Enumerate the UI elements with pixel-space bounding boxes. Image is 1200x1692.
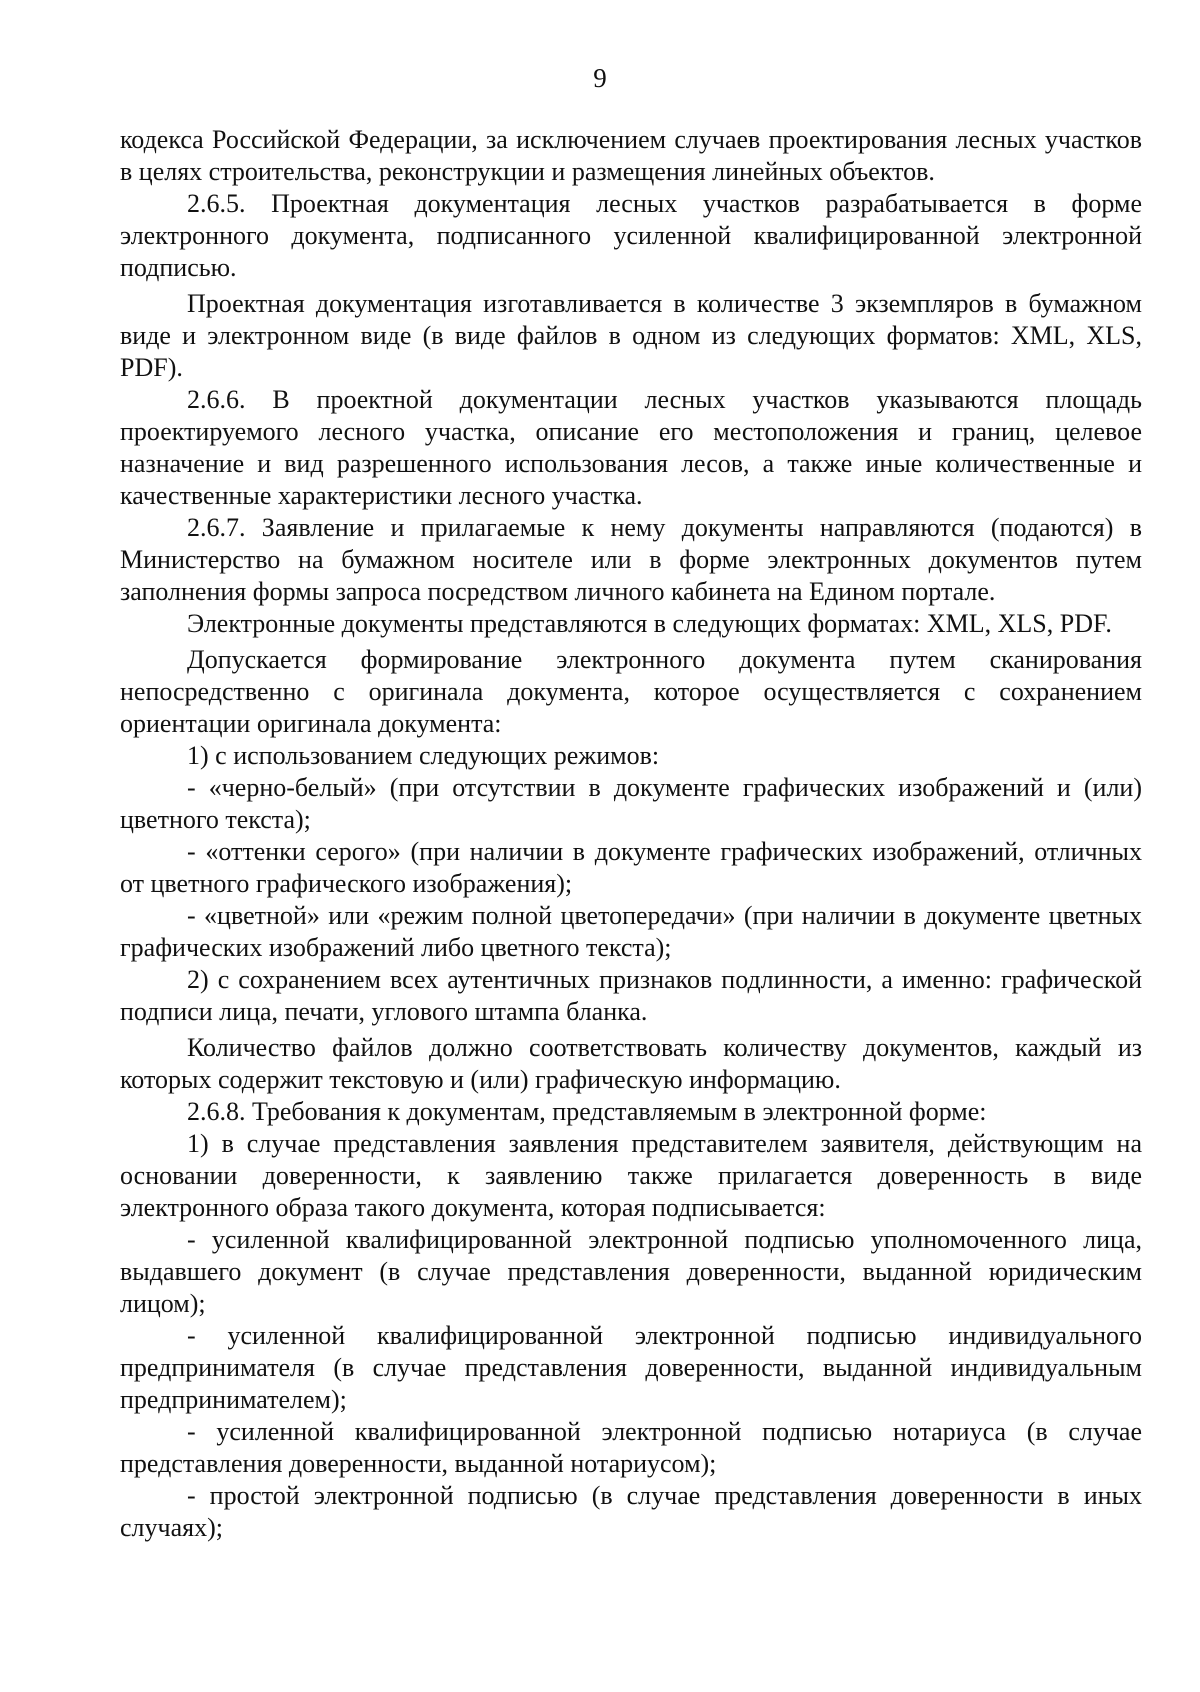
document-body <box>120 124 1142 1544</box>
page-number: 9 <box>593 63 607 93</box>
paragraph: 2.6.7. Заявление и прилагаемые к нему документы направляются (подаются) в Министерство на бумажном носителе или в форме электронных документов путем заполнения формы запроса посредством личного кабинета на Едином портале. <box>120 513 1142 606</box>
paragraph: - усиленной квалифицированной электронной подписью нотариуса (в случае представления доверенности, выданной нотариусом); <box>120 1417 1142 1478</box>
paragraph: - «черно-белый» (при отсутствии в документе графических изображений и (или) цветного текста); <box>120 773 1142 834</box>
paragraph: Проектная документация изготавливается в количестве 3 экземпляров в бумажном виде и электронном виде (в виде файлов в одном из следующих форматов: XML, XLS, PDF). <box>120 289 1142 382</box>
paragraph: - простой электронной подписью (в случае представления доверенности в иных случаях); <box>120 1481 1142 1542</box>
paragraph: кодекса Российской Федерации, за исключением случаев проектирования лесных участков в целях строительства, реконструкции и размещения линейных объектов. <box>120 125 1142 186</box>
paragraph: - «цветной» или «режим полной цветопередачи» (при наличии в документе цветных графических изображений либо цветного текста); <box>120 901 1142 962</box>
paragraph: - усиленной квалифицированной электронной подписью уполномоченного лица, выдавшего документ (в случае представления доверенности, выданной юридическим лицом); <box>120 1225 1142 1318</box>
paragraph: 1) в случае представления заявления представителем заявителя, действующим на основании доверенности, к заявлению также прилагается доверенность в виде электронного образа такого документа, которая подписывается: <box>120 1129 1142 1222</box>
paragraph: Допускается формирование электронного документа путем сканирования непосредственно с оригинала документа, которое осуществляется с сохранением ориентации оригинала документа: <box>120 645 1142 738</box>
paragraph: Количество файлов должно соответствовать количеству документов, каждый из которых содержит текстовую и (или) графическую информацию. <box>120 1033 1142 1094</box>
paragraph: - усиленной квалифицированной электронной подписью индивидуального предпринимателя (в случае представления доверенности, выданной индивидуальным предпринимателем); <box>120 1321 1142 1414</box>
paragraph: 1) с использованием следующих режимов: <box>187 741 660 770</box>
paragraph: - «оттенки серого» (при наличии в документе графических изображений, отличных от цветного графического изображения); <box>120 837 1142 898</box>
paragraph: 2.6.5. Проектная документация лесных участков разрабатывается в форме электронного документа, подписанного усиленной квалифицированной электронной подписью. <box>120 189 1142 282</box>
paragraph: Электронные документы представляются в следующих форматах: XML, XLS, PDF. <box>187 609 1112 638</box>
paragraph: 2.6.6. В проектной документации лесных участков указываются площадь проектируемого лесного участка, описание его местоположения и границ, целевое назначение и вид разрешенного использования лесов, а также иные количественные и качественные характеристики лесного участка. <box>120 385 1142 510</box>
paragraph: 2.6.8. Требования к документам, представляемым в электронной форме: <box>187 1097 987 1126</box>
paragraph: 2) с сохранением всех аутентичных признаков подлинности, а именно: графической подписи лица, печати, углового штампа бланка. <box>120 965 1142 1026</box>
